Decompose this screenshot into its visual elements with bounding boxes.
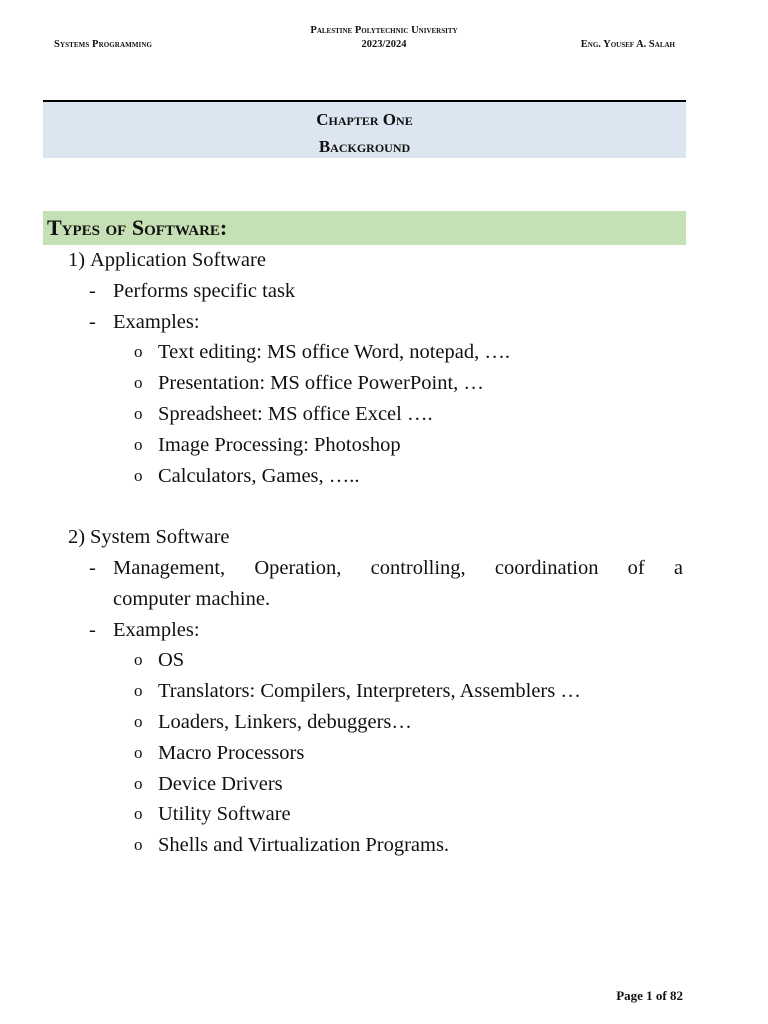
bullet-continuation [0,584,768,615]
bullet-text: Performs specific task [113,279,296,302]
sub-bullet-text: Shells and Virtualization Programs. [158,834,450,857]
sub-bullet-text: Loaders, Linkers, debuggers… [158,710,412,733]
sub-bullet-text: Utility Software [158,803,291,826]
bullet-item [0,615,768,646]
list-item-title: Application Software [90,249,266,271]
document-body [0,245,768,861]
dash-bullet: - [89,310,96,333]
bullet-text-continued: computer machine. [113,587,271,610]
section-heading-bar [43,211,686,245]
sub-bullet-item [0,676,768,707]
chapter-number: Chapter One [316,110,413,129]
sub-bullet-item [0,645,768,676]
list-item-application-software [0,245,768,276]
academic-year: 2023/2024 [361,39,407,50]
bullet-item [0,553,768,584]
bullet-item [0,276,768,307]
sub-bullet-text: OS [158,649,185,672]
circle-bullet-icon: o [134,711,143,731]
dash-bullet: - [89,556,96,579]
circle-bullet-icon: o [134,465,143,485]
circle-bullet-icon: o [134,373,143,393]
sub-bullet-text: Device Drivers [158,772,283,795]
course-title: Systems Programming [54,39,153,50]
sub-bullet-item [0,799,768,830]
sub-bullet-item [0,769,768,800]
sub-bullet-text: Calculators, Games, ….. [158,464,360,487]
bullet-text: Examples: [113,310,200,333]
sub-bullet-item [0,368,768,399]
sub-bullet-item [0,461,768,492]
bullet-text: Management, Operation, controlling, coordination of a [113,556,683,579]
author-name: Eng. Yousef A. Salah [580,39,675,50]
dash-bullet: - [89,279,96,302]
circle-bullet-icon: o [134,434,143,454]
dash-bullet: - [89,618,96,641]
chapter-title: Background [318,137,411,156]
circle-bullet-icon: o [134,804,143,824]
bullet-text: Examples: [113,618,200,641]
sub-bullet-text: Spreadsheet: MS office Excel …. [158,402,433,425]
circle-bullet-icon: o [134,681,143,701]
sub-bullet-item [0,399,768,430]
bullet-item [0,307,768,338]
circle-bullet-icon: o [134,742,143,762]
list-item-title: System Software [90,526,230,549]
circle-bullet-icon: o [134,773,143,793]
sub-bullet-item [0,738,768,769]
page-header [0,0,768,60]
sub-bullet-item [0,430,768,461]
circle-bullet-icon: o [134,403,143,423]
sub-bullet-text: Image Processing: Photoshop [158,433,401,456]
sub-bullet-text: Text editing: MS office Word, notepad, …. [158,341,511,364]
sub-bullet-text: Translators: Compilers, Interpreters, Assemblers … [158,680,581,703]
sub-bullet-item [0,337,768,368]
chapter-heading-box [43,100,686,158]
sub-bullet-item [0,707,768,738]
circle-bullet-icon: o [134,342,143,362]
circle-bullet-icon: o [134,650,143,670]
sub-bullet-item [0,830,768,861]
sub-bullet-text: Presentation: MS office PowerPoint, … [158,372,484,395]
page-number: Page 1 of 82 [616,988,683,1003]
list-item-system-software [0,522,768,553]
university-name: Palestine Polytechnic University [310,25,458,36]
section-title: Types of Software: [47,215,228,240]
list-number: 2) [68,526,86,549]
spacer [0,491,768,522]
circle-bullet-icon: o [134,835,143,855]
list-number: 1) [68,249,86,271]
sub-bullet-text: Macro Processors [158,741,305,764]
